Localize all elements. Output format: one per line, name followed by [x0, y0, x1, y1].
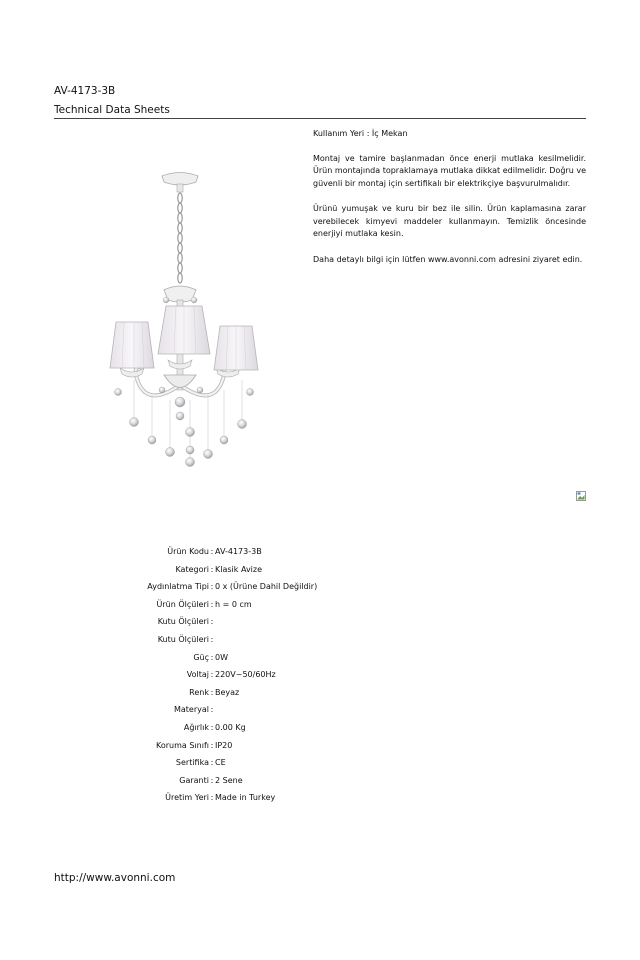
spec-row	[60, 581, 460, 599]
more-info-text: Daha detaylı bilgi için lütfen www.avonni.com adresini ziyaret edin.	[313, 254, 583, 264]
spec-table	[60, 546, 460, 810]
spec-value: 220V~50/60Hz	[215, 670, 276, 680]
spec-row	[60, 792, 460, 810]
installation-warning: Montaj ve tamire başlanmadan önce enerji mutlaka kesilmelidir. Ürün montajında topraklamaya mutlaka dikkat edilmelidir. Doğru ve güvenli bir montaj için sertifikalı bir elektrikçiye başvurulmalıdır.	[313, 153, 586, 188]
spec-row	[60, 564, 460, 582]
spec-separator: :	[210, 740, 214, 750]
spec-separator: :	[210, 617, 214, 627]
product-code-title: AV-4173-3B	[54, 85, 116, 97]
spec-value: Klasik Avize	[215, 564, 263, 574]
spec-value	[215, 704, 460, 722]
spec-label: Üretim Yeri	[165, 793, 209, 803]
spec-separator: :	[210, 599, 214, 609]
spec-value	[215, 634, 460, 652]
spec-separator: :	[210, 775, 214, 785]
spec-separator: :	[210, 582, 214, 592]
spec-separator: :	[210, 652, 214, 662]
spec-label: Kutu Ölçüleri	[157, 617, 209, 627]
header-rule	[54, 118, 586, 119]
spec-row	[60, 722, 460, 740]
chandelier-image	[104, 170, 264, 470]
spec-value: IP20	[215, 740, 233, 750]
spec-row	[60, 757, 460, 775]
broken-image-icon	[576, 491, 586, 501]
spec-label: Renk	[189, 687, 209, 697]
spec-value: AV-4173-3B	[215, 547, 262, 556]
spec-value: 0W	[215, 652, 228, 662]
document-subtitle: Technical Data Sheets	[54, 104, 170, 116]
cleaning-instructions: Ürünü yumuşak ve kuru bir bez ile silin. Ürün kaplamasına zarar verebilecek kimyevi maddeler kullanmayın. Temizlik öncesinde enerjiyi mutlaka kesin.	[313, 204, 586, 238]
usage-text: Kullanım Yeri : İç Mekan	[313, 129, 408, 138]
spec-value: h = 0 cm	[215, 599, 252, 609]
spec-separator: :	[210, 758, 214, 768]
spec-row	[60, 687, 460, 705]
spec-label: Kategori	[175, 564, 209, 574]
spec-row	[60, 704, 460, 722]
spec-separator: :	[210, 547, 214, 556]
spec-label: Ürün Kodu	[167, 547, 209, 556]
spec-value	[215, 616, 460, 634]
spec-row	[60, 616, 460, 634]
spec-label: Materyal	[173, 705, 209, 715]
spec-value: 2 Sene	[215, 775, 243, 785]
spec-value: Made in Turkey	[215, 793, 276, 803]
spec-separator: :	[210, 722, 214, 732]
spec-value: 0 x (Ürüne Dahil Değildir)	[215, 582, 318, 592]
spec-separator: :	[210, 687, 214, 697]
spec-separator: :	[210, 705, 214, 715]
spec-row	[60, 775, 460, 793]
spec-separator: :	[210, 634, 214, 644]
spec-label: Sertifika	[175, 758, 209, 768]
spec-label: Koruma Sınıfı	[156, 740, 209, 750]
spec-label: Kutu Ölçüleri	[157, 634, 209, 644]
spec-separator: :	[210, 564, 214, 574]
spec-row	[60, 740, 460, 758]
info-column	[313, 128, 586, 279]
footer-url-link[interactable]: http://www.avonni.com	[54, 872, 176, 884]
spec-label: Ürün Ölçüleri	[156, 599, 209, 609]
spec-label: Aydınlatma Tipi	[147, 582, 209, 592]
spec-label: Ağırlık	[183, 722, 209, 732]
spec-row	[60, 599, 460, 617]
spec-row	[60, 634, 460, 652]
spec-separator: :	[210, 793, 214, 803]
spec-row	[60, 652, 460, 670]
spec-label: Güç	[193, 652, 209, 662]
spec-value: 0.00 Kg	[215, 722, 246, 732]
spec-label: Voltaj	[186, 670, 209, 680]
spec-value: CE	[215, 758, 226, 768]
spec-row	[60, 669, 460, 687]
spec-label: Garanti	[179, 775, 209, 785]
spec-separator: :	[210, 670, 214, 680]
spec-row	[60, 546, 460, 564]
spec-value: Beyaz	[215, 687, 240, 697]
